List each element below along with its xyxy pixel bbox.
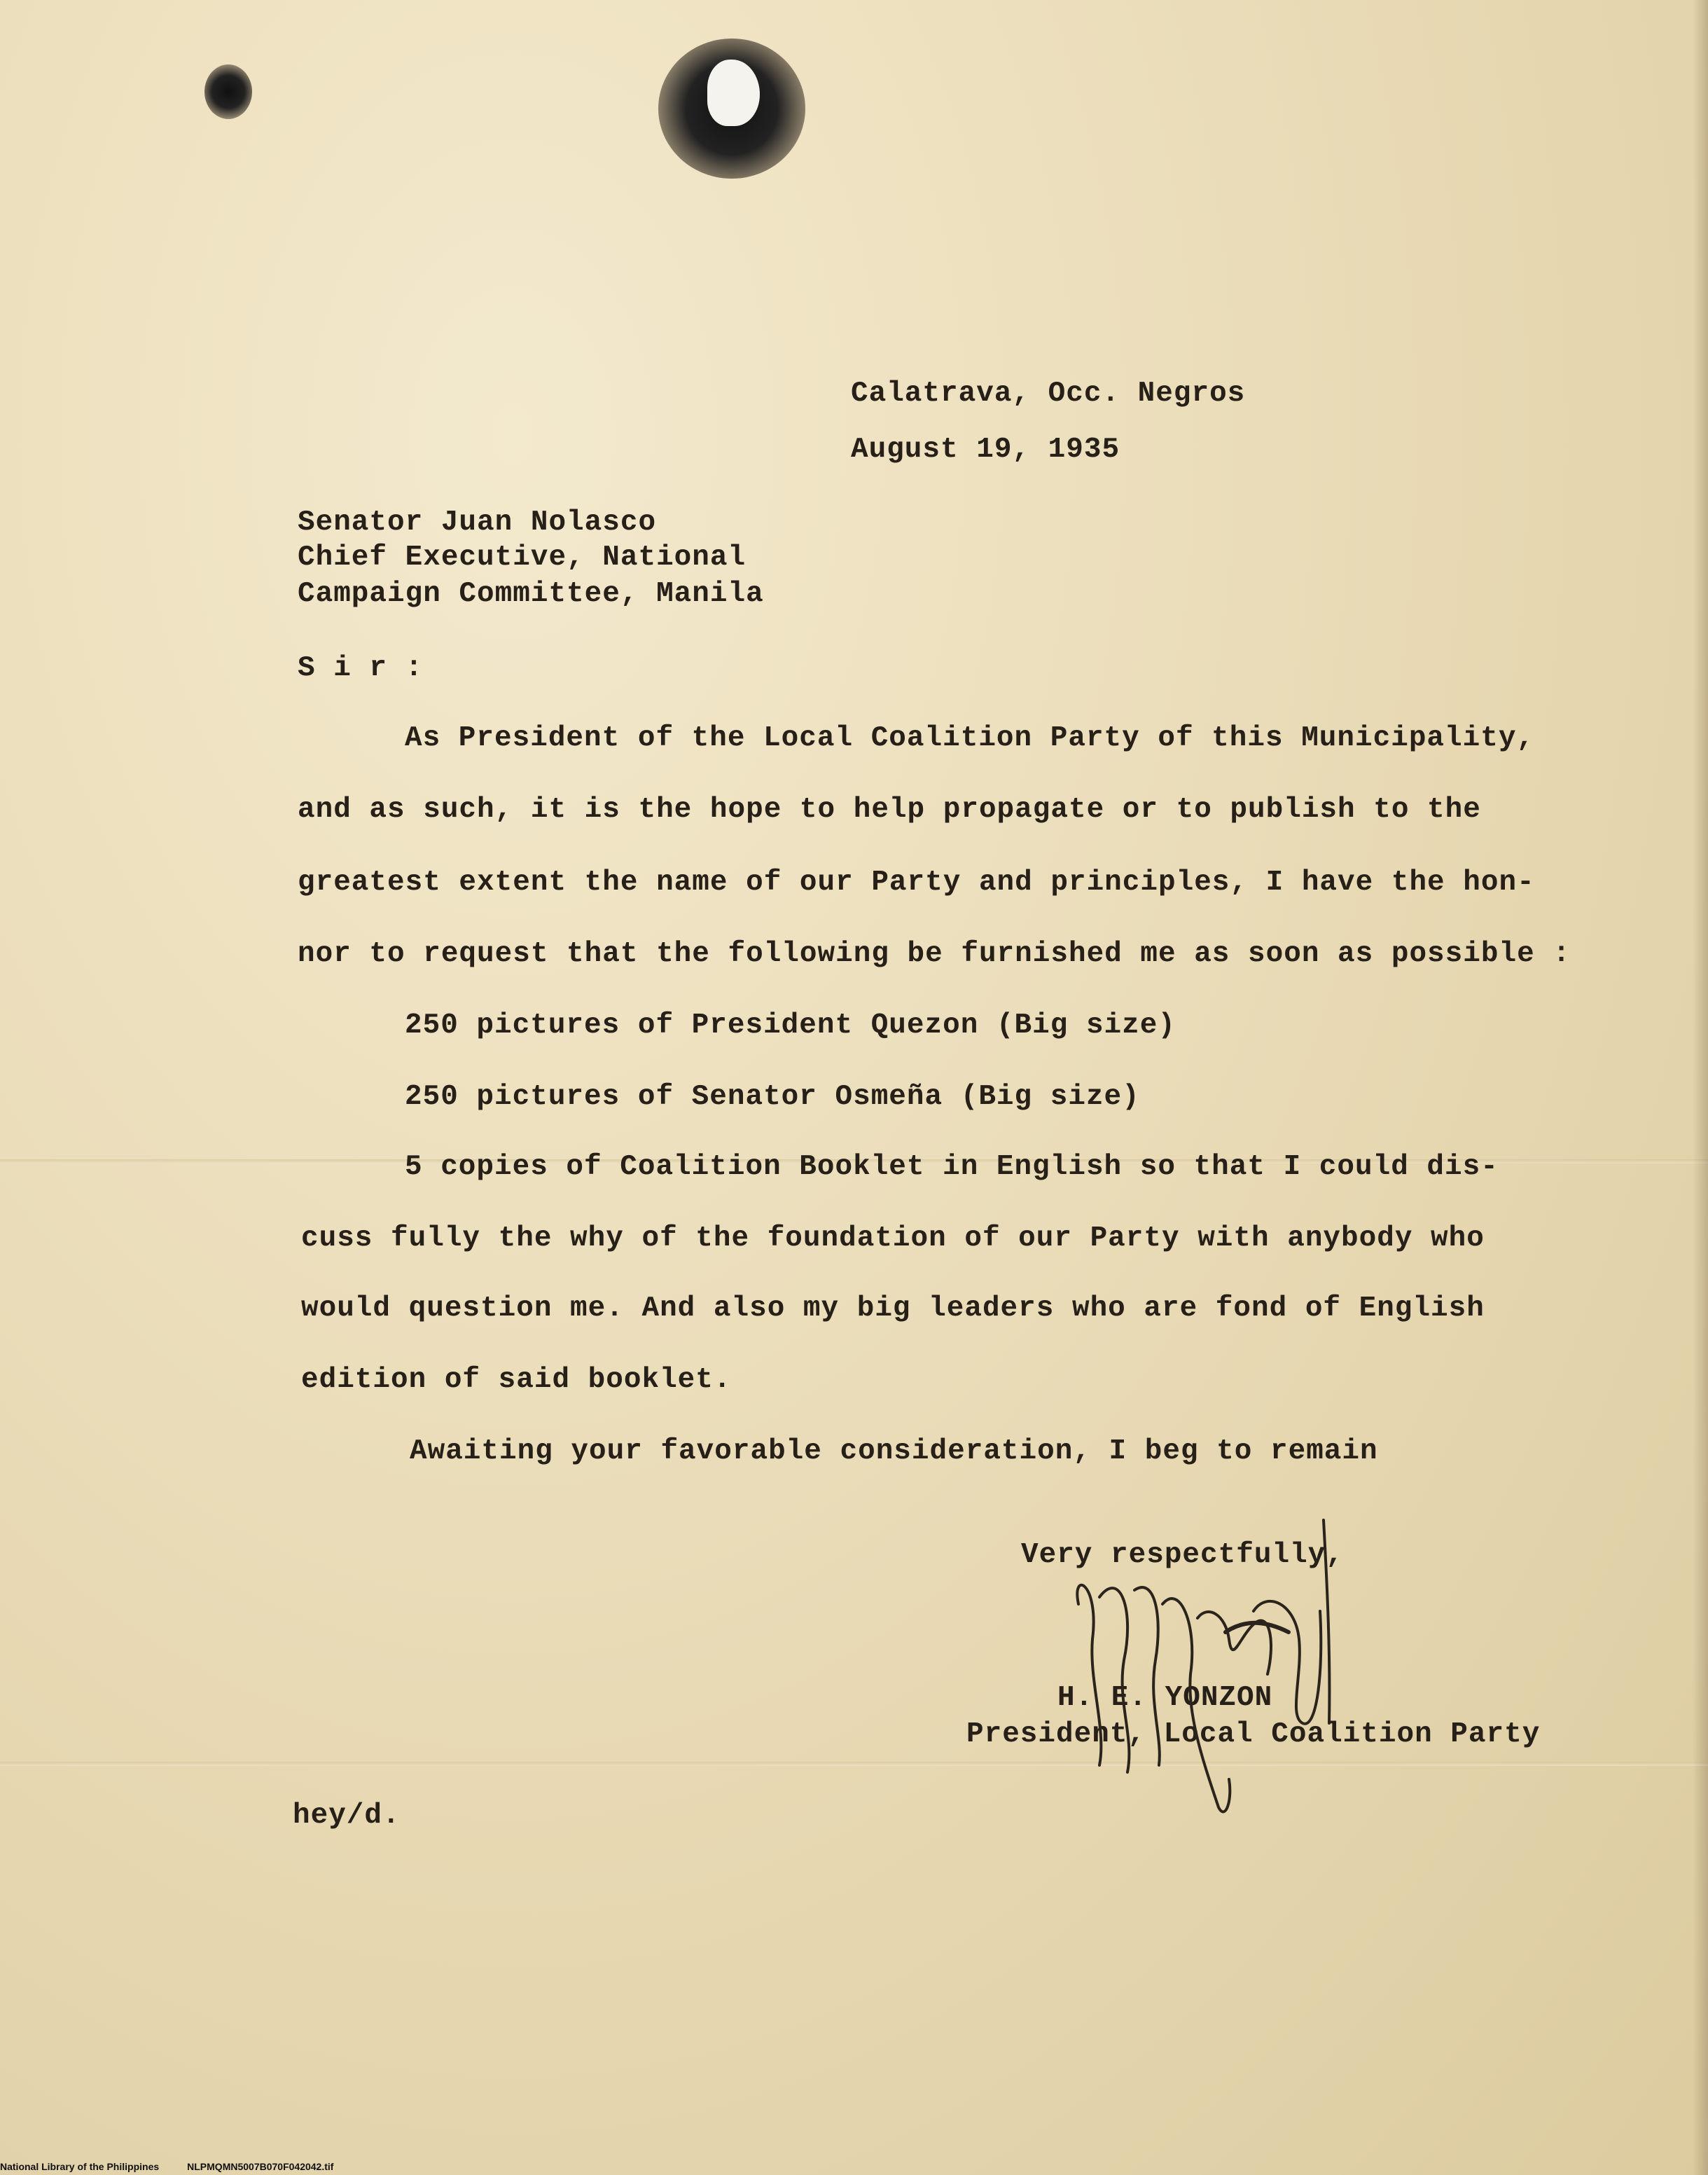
archive-footer xyxy=(0,2161,361,2172)
body-line: greatest extent the name of our Party and principles, I have the hon- xyxy=(298,866,1535,899)
body-line: As President of the Local Coalition Party of this Municipality, xyxy=(405,722,1535,754)
request-item: 250 pictures of Senator Osmeña (Big size) xyxy=(405,1081,1140,1113)
burn-mark xyxy=(204,64,252,119)
addressee-line-3: Campaign Committee, Manila xyxy=(298,578,764,610)
salutation: S i r : xyxy=(298,652,424,684)
body-line: nor to request that the following be furnished me as soon as possible : xyxy=(298,938,1571,970)
paper-fold xyxy=(0,1762,1708,1766)
complimentary-close: Very respectfully, xyxy=(1021,1539,1344,1571)
closing-paragraph: Awaiting your favorable consideration, I beg to remain xyxy=(410,1435,1378,1468)
addressee-line-2: Chief Executive, National xyxy=(298,541,747,574)
signatory-title: President, Local Coalition Party xyxy=(966,1718,1541,1751)
request-item: 250 pictures of President Quezon (Big size) xyxy=(405,1009,1176,1042)
archive-file-id: NLPMQMN5007B070F042042.tif xyxy=(187,2161,334,2172)
body-line: edition of said booklet. xyxy=(301,1364,732,1396)
archive-institution: National Library of the Philippines xyxy=(0,2161,160,2172)
burn-hole xyxy=(658,39,805,179)
signatory-name: H. E. YONZON xyxy=(1057,1682,1273,1714)
date-line: August 19, 1935 xyxy=(851,434,1120,466)
typist-initials: hey/d. xyxy=(293,1800,401,1832)
body-line: and as such, it is the hope to help propagate or to publish to the xyxy=(298,794,1481,826)
handwritten-signature xyxy=(1057,1499,1352,1821)
request-item: 5 copies of Coalition Booklet in English so that I could dis- xyxy=(405,1151,1499,1183)
place-line: Calatrava, Occ. Negros xyxy=(851,378,1246,410)
addressee-line-1: Senator Juan Nolasco xyxy=(298,506,657,539)
body-line: cuss fully the why of the foundation of our Party with anybody who xyxy=(301,1222,1485,1255)
paper-edge-shadow xyxy=(1693,0,1708,2175)
body-line: would question me. And also my big leaders who are fond of English xyxy=(301,1292,1485,1325)
